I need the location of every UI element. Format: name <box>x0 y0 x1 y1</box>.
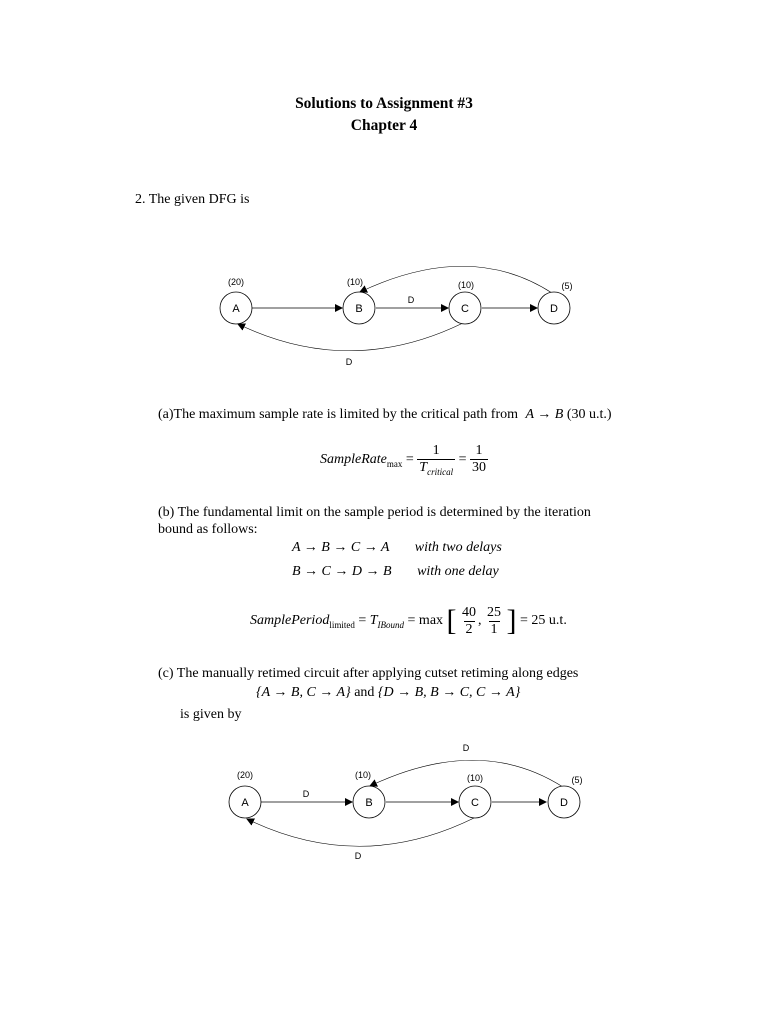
eq-a-fraction-2 <box>470 443 488 476</box>
eq-b-fraction-1 <box>460 605 478 638</box>
part-c-set2: {D → B, B → C, C → A} <box>377 685 521 700</box>
part-b-line2: bound as follows: <box>158 522 258 537</box>
part-c-set1: {A → B, C → A} <box>256 685 351 700</box>
eq-b-tib: T <box>369 613 378 629</box>
eq-b-lhs-sub: limited <box>329 620 355 631</box>
problem-intro: 2. The given DFG is <box>135 192 250 207</box>
node2-a-weight: (20) <box>236 770 254 780</box>
eq-b-d2: 1 <box>490 621 498 637</box>
sample-period-equation: SamplePeriod$_{limited}$ = $T_{IBound} = \max$ [ $\frac{40}{2}$ , $\frac{25}{1}$ ] = 25 u.t. <box>250 604 567 637</box>
loop-1 <box>292 540 502 556</box>
node2-c-weight: (10) <box>466 773 484 783</box>
eq-a-den1-sub: critical <box>427 466 454 477</box>
loop-2-note: with one delay <box>417 564 499 579</box>
part-c-and: and <box>354 685 375 700</box>
delay-label-ca: D <box>345 357 353 367</box>
node-b-label: B <box>355 303 363 315</box>
part-b-line1: (b) The fundamental limit on the sample period is determined by the iteration <box>158 505 591 520</box>
eq-b-max: = max <box>407 613 444 629</box>
page-title: Solutions to Assignment #3 <box>295 95 473 112</box>
part-a-desc: (a)The maximum sample rate is limited by the critical path from <box>158 407 518 422</box>
loop-1-path: A → B → C → A <box>292 540 390 555</box>
node2-a-label: A <box>241 797 249 809</box>
eq-a-lhs-sub: max <box>386 458 403 469</box>
node2-c-label: C <box>471 797 479 809</box>
eq-b-result: = 25 u.t. <box>520 613 567 629</box>
part-a-text <box>158 407 612 423</box>
edge-c-a <box>238 323 463 351</box>
part-c-line2 <box>256 685 520 701</box>
loop-2-path: B → C → D → B <box>292 564 392 579</box>
eq-a-num2: 1 <box>475 443 483 459</box>
part-c-line1: (c) The manually retimed circuit after applying cutset retiming along edges <box>158 666 579 681</box>
part-c-line3: is given by <box>180 707 242 722</box>
delay2-label-ab: D <box>302 789 310 799</box>
eq-a-den2: 30 <box>471 460 486 476</box>
node2-d-weight: (5) <box>571 775 583 785</box>
eq-b-lhs: SamplePeriod <box>250 613 330 629</box>
node-c-label: C <box>461 303 469 315</box>
edge-d-b <box>360 266 552 293</box>
eq-a-den1: T <box>419 460 428 475</box>
node-d-label: D <box>550 303 558 315</box>
delay-label-bc: D <box>407 295 415 305</box>
node-b-weight: (10) <box>346 277 364 287</box>
eq-b-n1: 40 <box>462 604 477 620</box>
delay2-label-ca: D <box>354 851 362 861</box>
node-a-weight: (20) <box>227 277 245 287</box>
node2-d-label: D <box>560 797 568 809</box>
loop-2 <box>292 564 499 580</box>
node2-b-weight: (10) <box>354 770 372 780</box>
node-a-label: A <box>232 303 240 315</box>
eq-a-fraction-1 <box>417 443 455 477</box>
edge2-c-a <box>247 818 474 846</box>
node-c-weight: (10) <box>457 280 475 290</box>
sample-rate-equation: SampleRate$_{max}$ = $\frac{1}{T_{critical}}$ = $\frac{1}{30}$ <box>320 443 486 477</box>
eq-a-lhs: SampleRate <box>320 452 387 468</box>
part-a-suffix: (30 u.t.) <box>566 407 612 422</box>
eq-b-d1: 2 <box>465 621 473 637</box>
eq-b-tib-sub: IBound <box>377 620 405 631</box>
page-subtitle: Chapter 4 <box>350 117 418 134</box>
delay2-label-db: D <box>462 743 470 753</box>
node-d-weight: (5) <box>561 281 573 291</box>
eq-a-num1: 1 <box>432 443 440 458</box>
node2-b-label: B <box>365 797 373 809</box>
part-a-path: A → B <box>525 407 564 422</box>
loop-1-note: with two delays <box>414 540 502 555</box>
eq-b-n2: 25 <box>487 604 502 620</box>
eq-b-fraction-2 <box>485 605 503 638</box>
